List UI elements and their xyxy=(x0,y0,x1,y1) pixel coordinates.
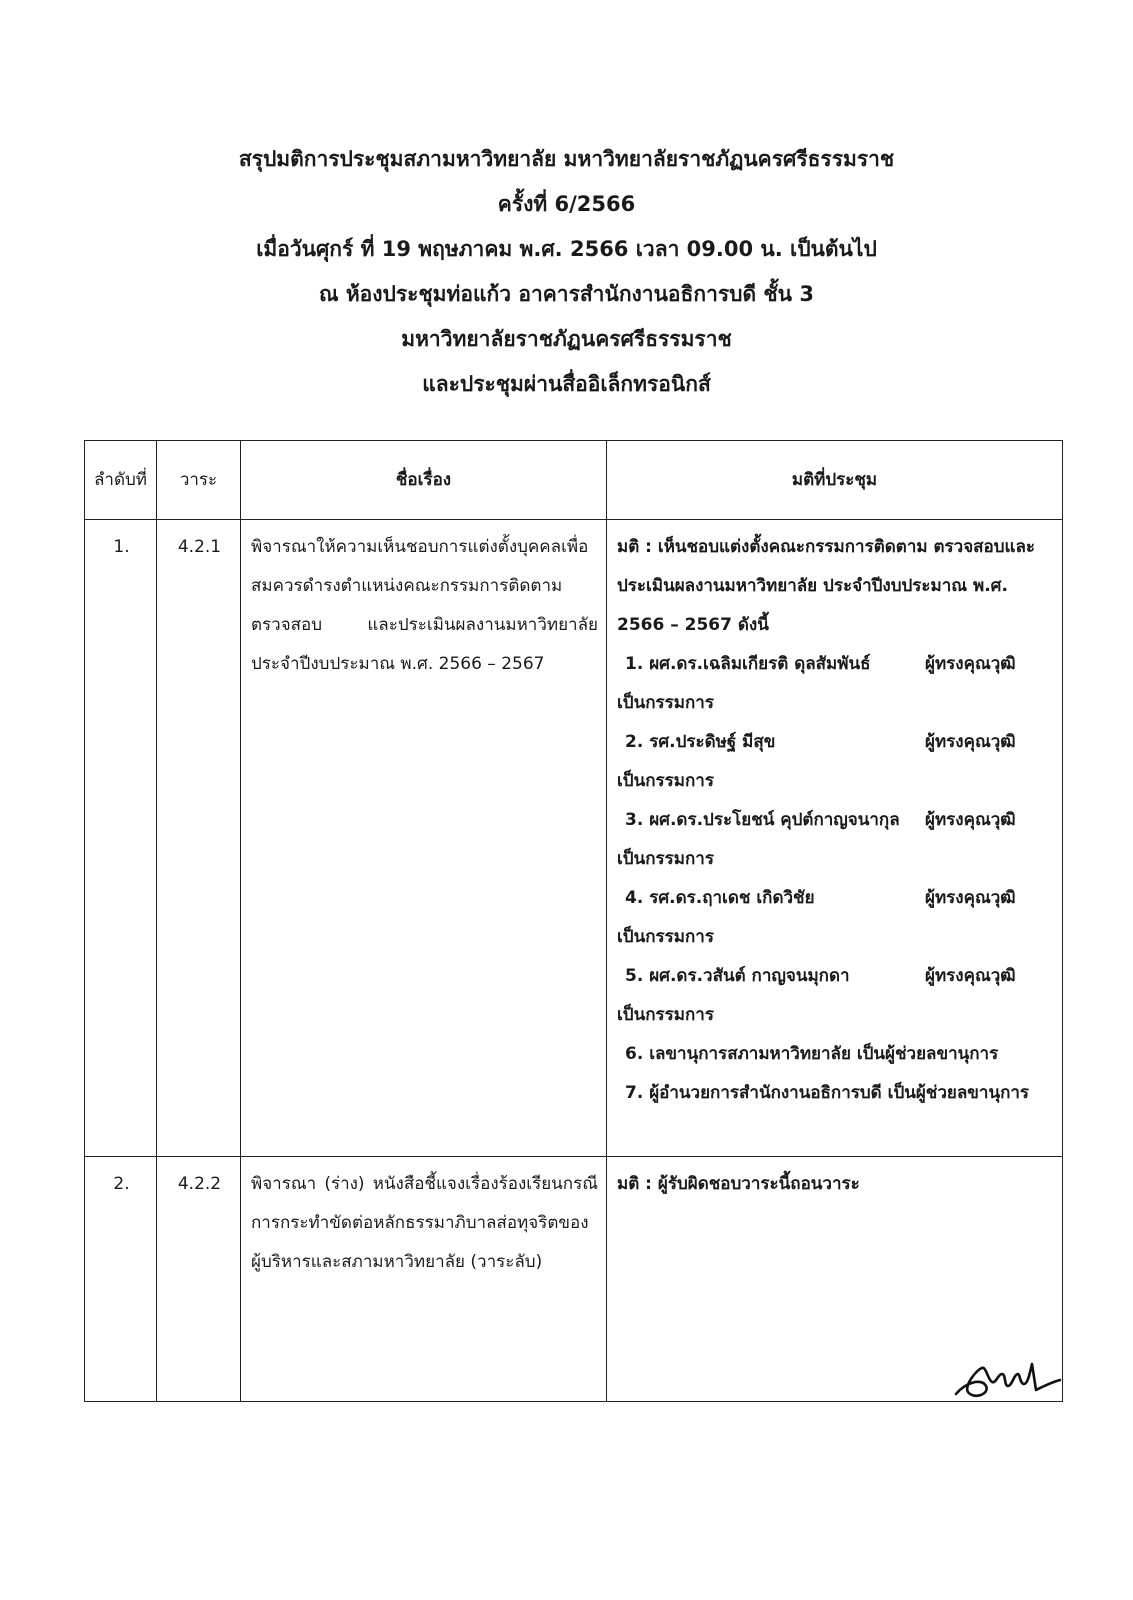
handwritten-signature xyxy=(952,1356,1062,1406)
member-role: เป็นกรรมการ xyxy=(617,1005,714,1025)
member-qualification: ผู้ทรงคุณวุฒิ xyxy=(925,810,1016,830)
resolution-table xyxy=(84,440,1063,1402)
row-agenda: 4.2.1 xyxy=(157,520,241,1157)
member-item xyxy=(617,723,1054,801)
header-venue: ณ ห้องประชุมท่อแก้ว อาคารสำนักงานอธิการบดี ชั้น 3 xyxy=(319,282,814,306)
table-header-row xyxy=(85,441,1063,520)
header-meeting-number: ครั้งที่ 6/2566 xyxy=(497,192,636,216)
resolution-head: มติ : ผู้รับผิดชอบวาระนี้ถอนวาระ xyxy=(617,1174,860,1194)
header-agenda: วาระ xyxy=(157,441,241,520)
document-header xyxy=(0,137,1133,407)
row-agenda: 4.2.2 xyxy=(157,1157,241,1402)
header-resolution: มติที่ประชุม xyxy=(607,441,1063,520)
header-university: มหาวิทยาลัยราชภัฏนครศรีธรรมราช xyxy=(401,327,732,351)
resolution-head: มติ : เห็นชอบแต่งตั้งคณะกรรมการติดตาม ตรวจสอบและประเมินผลงานมหาวิทยาลัย ประจำปีงบประมาณ พ.ศ. 2566 – 2567 ดังนี้ xyxy=(617,537,1036,635)
member-name: 4. รศ.ดร.ฤาเดช เกิดวิชัย xyxy=(625,888,815,908)
header-date-time: เมื่อวันศุกร์ ที่ 19 พฤษภาคม พ.ศ. 2566 เวลา 09.00 น. เป็นต้นไป xyxy=(256,237,877,261)
member-item xyxy=(617,645,1054,723)
member-name: 2. รศ.ประดิษฐ์ มีสุข xyxy=(625,732,776,752)
member-name: 1. ผศ.ดร.เฉลิมเกียรติ ดุลสัมพันธ์ xyxy=(625,654,871,674)
row-subject: พิจารณาให้ความเห็นชอบการแต่งตั้งบุคคลเพื่อสมควรดำรงตำแหน่งคณะกรรมการติดตาม ตรวจสอบ และประเมินผลงานมหาวิทยาลัย ประจำปีงบประมาณ พ.ศ. 2566 – 2567 xyxy=(241,520,607,1157)
member-qualification: ผู้ทรงคุณวุฒิ xyxy=(925,654,1016,674)
table-row xyxy=(85,1157,1063,1402)
header-subject: ชื่อเรื่อง xyxy=(241,441,607,520)
header-no: ลำดับที่ xyxy=(85,441,157,520)
table-row xyxy=(85,520,1063,1157)
row-subject: พิจารณา (ร่าง) หนังสือชี้แจงเรื่องร้องเรียนกรณีการกระทำขัดต่อหลักธรรมาภิบาลส่อทุจริตของผู้บริหารและสภามหาวิทยาลัย (วาระลับ) xyxy=(241,1157,607,1402)
member-qualification: ผู้ทรงคุณวุฒิ xyxy=(925,966,1016,986)
row-number: 1. xyxy=(85,520,157,1157)
member-name: 3. ผศ.ดร.ประโยชน์ คุปต์กาญจนากุล xyxy=(625,810,900,830)
member-qualification: ผู้ทรงคุณวุฒิ xyxy=(925,888,1016,908)
member-item-director: 7. ผู้อำนวยการสำนักงานอธิการบดี เป็นผู้ช่วยลขานุการ xyxy=(625,1083,1030,1103)
member-role: เป็นกรรมการ xyxy=(617,771,714,791)
header-online: และประชุมผ่านสื่ออิเล็กทรอนิกส์ xyxy=(422,372,711,396)
member-role: เป็นกรรมการ xyxy=(617,849,714,869)
member-item-secretary: 6. เลขานุการสภามหาวิทยาลัย เป็นผู้ช่วยลขานุการ xyxy=(625,1044,999,1064)
member-role: เป็นกรรมการ xyxy=(617,693,714,713)
member-item xyxy=(617,879,1054,957)
member-role: เป็นกรรมการ xyxy=(617,927,714,947)
member-item xyxy=(617,801,1054,879)
row-number: 2. xyxy=(85,1157,157,1402)
member-qualification: ผู้ทรงคุณวุฒิ xyxy=(925,732,1016,752)
member-item xyxy=(617,957,1054,1035)
member-name: 5. ผศ.ดร.วสันต์ กาญจนมุกดา xyxy=(625,966,850,986)
row-resolution xyxy=(607,520,1063,1157)
header-title: สรุปมติการประชุมสภามหาวิทยาลัย มหาวิทยาลัยราชภัฏนครศรีธรรมราช xyxy=(238,147,895,171)
